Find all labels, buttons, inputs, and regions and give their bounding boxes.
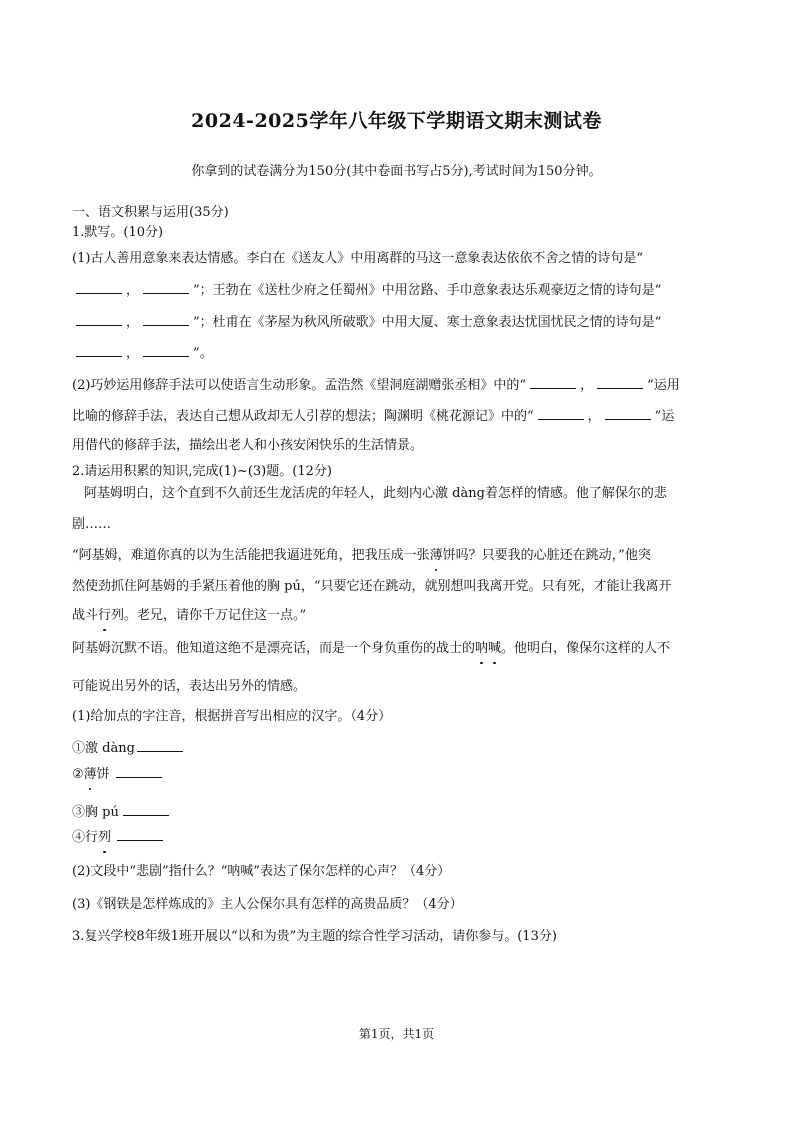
dotted-char: 喊 <box>488 641 502 656</box>
answer-blank[interactable] <box>143 312 189 326</box>
question-1-heading: 1.默写。(10分) <box>72 225 164 240</box>
exam-instructions: 你拿到的试卷满分为150分(其中卷面书写占5分),考试时间为150分钟。 <box>191 164 602 179</box>
q1-part1-line4: ， ”。 <box>72 343 724 363</box>
answer-blank[interactable] <box>116 764 162 778</box>
q1-part1-line1: (1)古人善用意象来表达情感。李白在《送友人》中用离群的马这一意象表达依依不舍之情的诗句是“ <box>72 251 644 266</box>
passage-line: 战斗行列。老兄，请你千万记住这一点。” <box>72 608 307 623</box>
dotted-char: 薄 <box>83 767 97 782</box>
answer-blank[interactable] <box>117 827 163 841</box>
question-3-heading: 3.复兴学校8年级1班开展以“以和为贵”为主题的综合性学习活动，请你参与。(13分) <box>72 929 557 944</box>
dotted-char: 薄 <box>429 548 443 563</box>
q2-item-2: ②薄饼 <box>72 764 724 784</box>
answer-blank[interactable] <box>605 406 651 420</box>
passage-line: 然使劲抓住阿基姆的手紧压着他的胸 pú，“只要它还在跳动，就别想叫我离开党。只有死，才能让我离开 <box>72 579 672 594</box>
dotted-char: 列 <box>98 830 112 845</box>
q2-item-3: ③胸 pú <box>72 802 724 822</box>
answer-blank[interactable] <box>123 802 169 816</box>
answer-blank[interactable] <box>143 343 189 357</box>
q2-sub1: (1)给加点的字注音，根据拼音写出相应的汉字。（4分） <box>72 709 392 724</box>
passage-line: 阿基姆明白，这个直到不久前还生龙活虎的年轻人，此刻内心激 dàng着怎样的情感。他了解保尔的悲 <box>84 486 667 501</box>
page-footer: 第1页，共1页 <box>358 1027 435 1041</box>
q2-sub2: (2)文段中“悲剧”指什么？“呐喊”表达了保尔怎样的心声？（4分） <box>72 864 451 879</box>
q1-part2-line1: (2)巧妙运用修辞手法可以使语言生动形象。孟浩然《望洞庭湖赠张丞相》中的“ ， ”运用 <box>72 375 724 395</box>
passage-line: 可能说出另外的话，表达出另外的情感。 <box>72 679 307 694</box>
passage-line: 剧…… <box>72 517 112 532</box>
dotted-char: 行 <box>98 608 112 623</box>
section-heading: 一、语文积累与运用(35分) <box>72 205 229 220</box>
answer-blank[interactable] <box>76 280 122 294</box>
passage-line: 阿基姆沉默不语。他知道这绝不是漂亮话，而是一个身负重伤的战士的呐喊。他明白，像保尔这样的人不 <box>72 641 671 656</box>
passage-line: “阿基姆，难道你真的以为生活能把我逼进死角，把我压成一张薄饼吗？只要我的心脏还在跳动，”他突 <box>72 548 651 563</box>
answer-blank[interactable] <box>76 312 122 326</box>
q2-sub3: (3)《钢铁是怎样炼成的》主人公保尔具有怎样的高贵品质？（4分） <box>72 897 463 912</box>
q1-part1-line2: ， ”；王勃在《送杜少府之任蜀州》中用岔路、手巾意象表达乐观豪迈之情的诗句是“ <box>72 280 724 300</box>
answer-blank[interactable] <box>597 375 643 389</box>
q1-part1-line3: ， ”；杜甫在《茅屋为秋风所破歌》中用大厦、寒士意象表达忧国忧民之情的诗句是“ <box>72 312 724 332</box>
question-2-heading: 2.请运用积累的知识,完成(1)~(3)题。(12分) <box>72 464 332 479</box>
answer-blank[interactable] <box>76 343 122 357</box>
q2-item-1: ①激 dàng <box>72 738 724 758</box>
dotted-char: 呐 <box>475 641 489 656</box>
page-title: 2024-2025学年八年级下学期语文期末测试卷 <box>191 110 602 132</box>
q1-part2-line2: 比喻的修辞手法，表达自己想从政却无人引荐的想法；陶渊明《桃花源记》中的“ ， ”运 <box>72 406 724 426</box>
answer-blank[interactable] <box>137 738 183 752</box>
q2-item-4: ④行列 <box>72 827 724 847</box>
answer-blank[interactable] <box>143 280 189 294</box>
answer-blank[interactable] <box>538 406 584 420</box>
q1-part2-line3: 用借代的修辞手法，描绘出老人和小孩安闲快乐的生活情景。 <box>72 438 424 453</box>
answer-blank[interactable] <box>530 375 576 389</box>
